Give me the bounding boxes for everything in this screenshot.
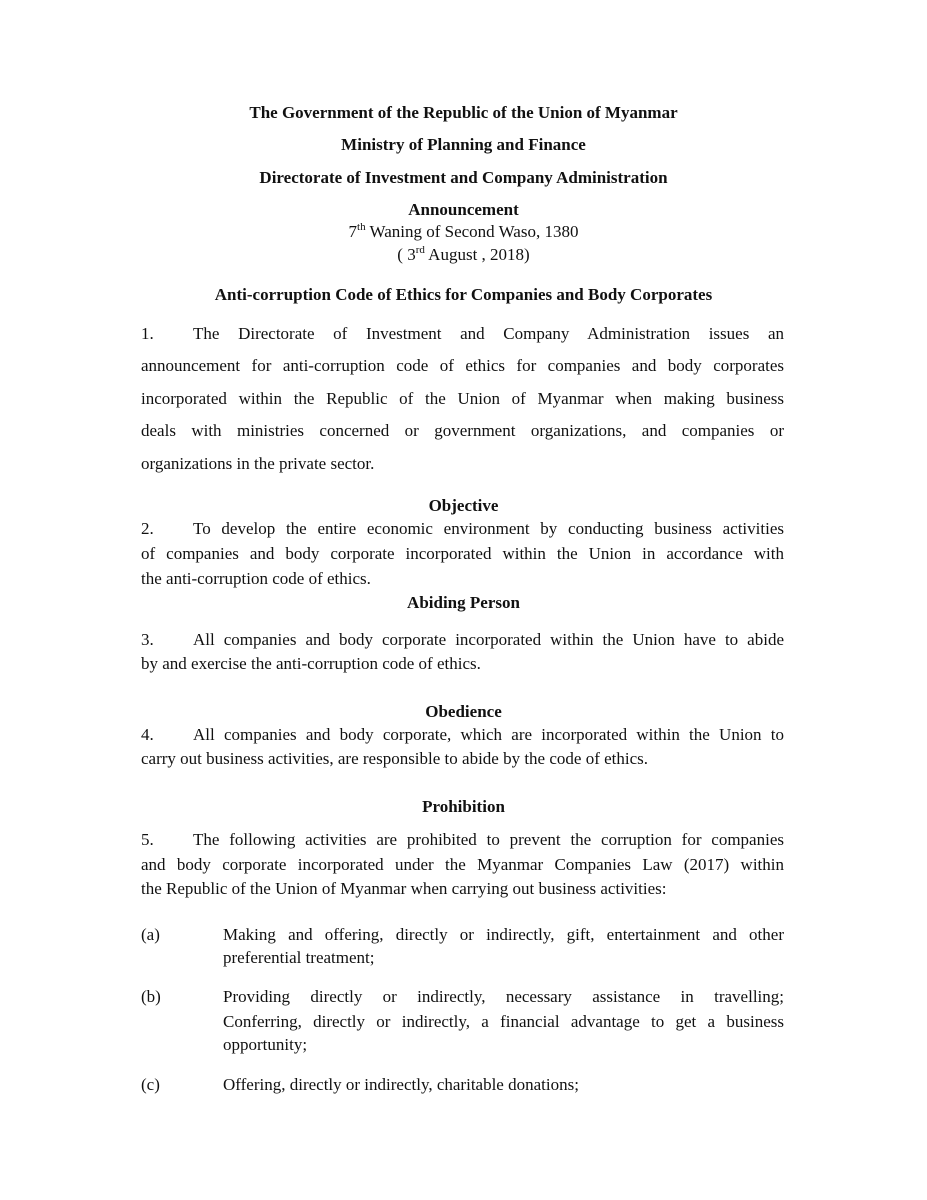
para3-line: All companies and body corporate incorporated within the Union have to abide xyxy=(193,630,784,649)
item-label-a: (a) xyxy=(141,925,160,944)
objective-heading: Objective xyxy=(428,496,499,515)
date-myanmar-rest: Waning of Second Waso, 1380 xyxy=(365,222,579,241)
para1-line: deals with ministries concerned or government organizations, and companies or xyxy=(141,421,784,440)
para2-line: the anti-corruption code of ethics. xyxy=(141,569,371,588)
para1-line: The Directorate of Investment and Company Administration issues an xyxy=(193,324,784,343)
para1-line: incorporated within the Republic of the Union of Myanmar when making business xyxy=(141,389,784,408)
item-a-line: preferential treatment; xyxy=(223,948,375,967)
para4-line: All companies and body corporate, which are incorporated within the Union to xyxy=(193,725,784,744)
date-greg-sup: rd xyxy=(415,244,425,256)
para2-line: To develop the entire economic environment by conducting business activities xyxy=(193,519,784,538)
para2-number: 2. xyxy=(141,519,154,538)
item-label-b: (b) xyxy=(141,987,161,1006)
para3-line: by and exercise the anti-corruption code of ethics. xyxy=(141,654,481,673)
ministry-heading: Ministry of Planning and Finance xyxy=(341,135,586,154)
item-b-line: opportunity; xyxy=(223,1035,308,1054)
item-c-line: Offering, directly or indirectly, charitable donations; xyxy=(223,1075,579,1094)
date-myanmar-sup: th xyxy=(357,221,366,233)
announcement-heading: Announcement xyxy=(408,200,519,219)
prohibition-heading: Prohibition xyxy=(422,797,505,816)
abiding-heading: Abiding Person xyxy=(407,593,520,612)
obedience-heading: Obedience xyxy=(425,702,502,721)
date-myanmar xyxy=(0,222,927,242)
item-b-line: Conferring, directly or indirectly, a financial advantage to get a business xyxy=(223,1012,784,1031)
para1-line: announcement for anti-corruption code of ethics for companies and body corporates xyxy=(141,356,784,375)
date-greg-rest: August , 2018) xyxy=(424,245,530,264)
directorate-heading: Directorate of Investment and Company Administration xyxy=(259,168,668,187)
para2-line: of companies and body corporate incorporated within the Union in accordance with xyxy=(141,544,784,563)
item-b-line: Providing directly or indirectly, necessary assistance in travelling; xyxy=(223,987,784,1006)
item-label-c: (c) xyxy=(141,1075,160,1094)
para5-line: The following activities are prohibited to prevent the corruption for companies xyxy=(193,830,784,849)
para5-line: and body corporate incorporated under the Myanmar Companies Law (2017) within xyxy=(141,855,784,874)
para4-line: carry out business activities, are responsible to abide by the code of ethics. xyxy=(141,749,649,768)
date-gregorian xyxy=(0,245,927,265)
para1-line: organizations in the private sector. xyxy=(141,454,375,473)
para3-number: 3. xyxy=(141,630,154,649)
date-myanmar-num: 7 xyxy=(348,222,358,241)
government-heading: The Government of the Republic of the Union of Myanmar xyxy=(249,103,678,122)
item-a-line: Making and offering, directly or indirectly, gift, entertainment and other xyxy=(223,925,784,944)
para5-line: the Republic of the Union of Myanmar when carrying out business activities: xyxy=(141,879,667,898)
para1-number: 1. xyxy=(141,324,154,343)
document-title: Anti-corruption Code of Ethics for Companies and Body Corporates xyxy=(214,285,713,304)
para5-number: 5. xyxy=(141,830,154,849)
date-greg-open: ( 3 xyxy=(397,245,416,264)
para4-number: 4. xyxy=(141,725,154,744)
